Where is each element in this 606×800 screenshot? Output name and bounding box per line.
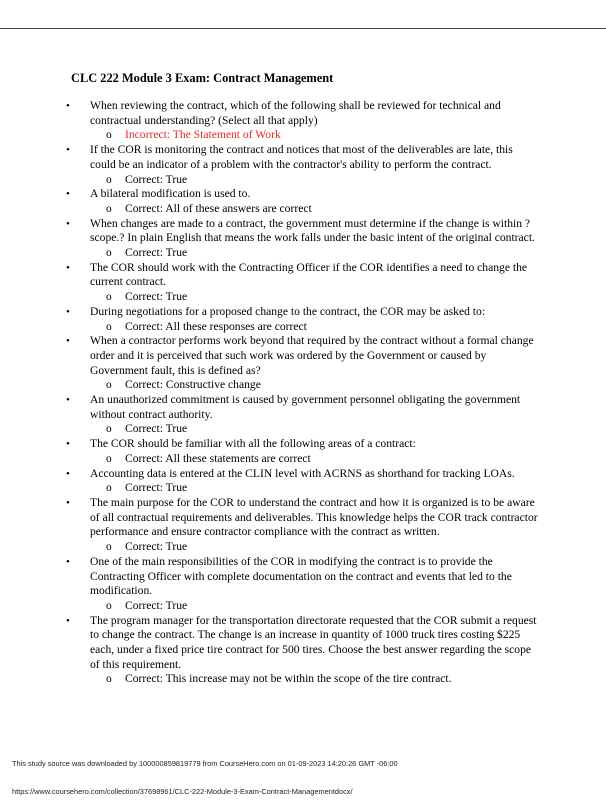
sub-bullet-icon: o [106, 202, 112, 215]
bullet-icon: • [66, 188, 70, 201]
answer-item [66, 290, 538, 305]
answer-text: Correct: True [125, 598, 188, 612]
answer-text: Correct: True [125, 172, 188, 186]
bullet-icon: • [66, 144, 70, 157]
bullet-icon: • [66, 394, 70, 407]
question-item [66, 393, 538, 422]
answer-text: Correct: True [125, 246, 188, 260]
answer-item [66, 452, 538, 467]
question-text: The main purpose for the COR to understand the contract and how it is organized is to be aware of all contractual requirements and deliverables. This knowledge helps the COR track contractor performance and ensure contractor compliance with the contract as written. [90, 495, 538, 539]
question-text: The COR should be familiar with all the following areas of a contract: [90, 437, 416, 451]
sub-bullet-icon: o [106, 423, 112, 436]
answer-item [66, 540, 538, 555]
answer-text: Correct: All these statements are correct [125, 451, 311, 465]
answer-item [66, 128, 538, 143]
question-text: If the COR is monitoring the contract and notices that most of the deliverables are late, this could be an indicator of a problem with the contractor's ability to perform the contract. [90, 143, 513, 171]
sub-bullet-icon: o [106, 247, 112, 260]
question-item [66, 143, 538, 172]
sub-bullet-icon: o [106, 291, 112, 304]
question-list [66, 99, 538, 687]
question-text: Accounting data is entered at the CLIN level with ACRNS as shorthand for tracking LOAs. [90, 466, 515, 480]
question-text: A bilateral modification is used to. [90, 187, 251, 201]
sub-bullet-icon: o [106, 541, 112, 554]
bullet-icon: • [66, 496, 70, 509]
answer-item [66, 672, 538, 687]
bullet-icon: • [66, 217, 70, 230]
question-text: During negotiations for a proposed change to the contract, the COR may be asked to: [90, 304, 486, 318]
answer-text: Correct: Constructive change [125, 378, 261, 392]
answer-text: Correct: All these responses are correct [125, 319, 307, 333]
answer-text: Correct: True [125, 290, 188, 304]
document-title: CLC 222 Module 3 Exam: Contract Management [71, 71, 334, 85]
answer-text: Correct: True [125, 540, 188, 554]
answer-item [66, 378, 538, 393]
question-text: The COR should work with the Contracting Officer if the COR identifies a need to change the current contract. [90, 260, 528, 289]
answer-item [66, 246, 538, 261]
question-item [66, 334, 538, 378]
question-item [66, 614, 538, 673]
bullet-icon: • [66, 555, 70, 568]
question-item [66, 99, 538, 128]
answer-text: Correct: This increase may not be within the scope of the tire contract. [125, 672, 452, 686]
bullet-icon: • [66, 261, 70, 274]
question-text: The program manager for the transportation directorate requested that the COR submit a request to change the contract. The change is an increase in quantity of 1000 truck tires costing $225 each, under a fixed price tire contract for 500 tires. Choose the best answer regarding the scope of this requirement. [90, 613, 537, 671]
bullet-icon: • [66, 438, 70, 451]
question-item [66, 555, 538, 599]
question-item [66, 496, 538, 540]
question-item [66, 187, 538, 202]
answer-item [66, 599, 538, 614]
sub-bullet-icon: o [106, 320, 112, 333]
sub-bullet-icon: o [106, 379, 112, 392]
answer-item [66, 422, 538, 437]
answer-item [66, 481, 538, 496]
download-notice: This study source was downloaded by 100000859819779 from CourseHero.com on 01-09-2023 14:20:26 GMT -06:00 [12, 759, 398, 768]
sub-bullet-icon: o [106, 452, 112, 465]
question-item [66, 305, 538, 320]
question-item [66, 467, 538, 482]
answer-text: Correct: All of these answers are correct [125, 201, 312, 215]
bullet-icon: • [66, 467, 70, 480]
sub-bullet-icon: o [106, 599, 112, 612]
question-text: One of the main responsibilities of the COR in modifying the contract is to provide the Contracting Officer with complete documentation on the contract and events that led to the modification. [90, 554, 512, 598]
question-item [66, 217, 538, 246]
answer-item [66, 202, 538, 217]
answer-text: Correct: True [125, 481, 188, 495]
answer-text: Correct: True [125, 422, 188, 436]
source-url[interactable]: https://www.coursehero.com/collection/37698961/CLC-222-Module-3-Exam-Contract-Managementdocx/ [12, 787, 353, 796]
question-text: When a contractor performs work beyond that required by the contract without a formal change order and it is perceived that such work was ordered by the Government or caused by Government fault, this is defined as? [90, 334, 534, 377]
question-text: When reviewing the contract, which of the following shall be reviewed for technical and contractual understanding? (Select all that apply) [90, 99, 501, 127]
bullet-icon: • [66, 614, 70, 627]
question-item [66, 261, 538, 290]
sub-bullet-icon: o [106, 173, 112, 186]
sub-bullet-icon: o [106, 482, 112, 495]
answer-item [66, 320, 538, 335]
question-text: An unauthorized commitment is caused by government personnel obligating the government without contract authority. [90, 393, 521, 421]
bullet-icon: • [66, 305, 70, 318]
bullet-icon: • [66, 100, 70, 112]
sub-bullet-icon: o [106, 129, 112, 142]
question-item [66, 437, 538, 452]
bullet-icon: • [66, 335, 70, 348]
answer-item [66, 173, 538, 188]
header-divider [0, 28, 606, 29]
answer-text: Incorrect: The Statement of Work [125, 128, 281, 142]
question-text: When changes are made to a contract, the government must determine if the change is within ?scope.? In plain English that means the work falls under the basic intent of the original contract. [90, 216, 535, 245]
sub-bullet-icon: o [106, 673, 112, 686]
